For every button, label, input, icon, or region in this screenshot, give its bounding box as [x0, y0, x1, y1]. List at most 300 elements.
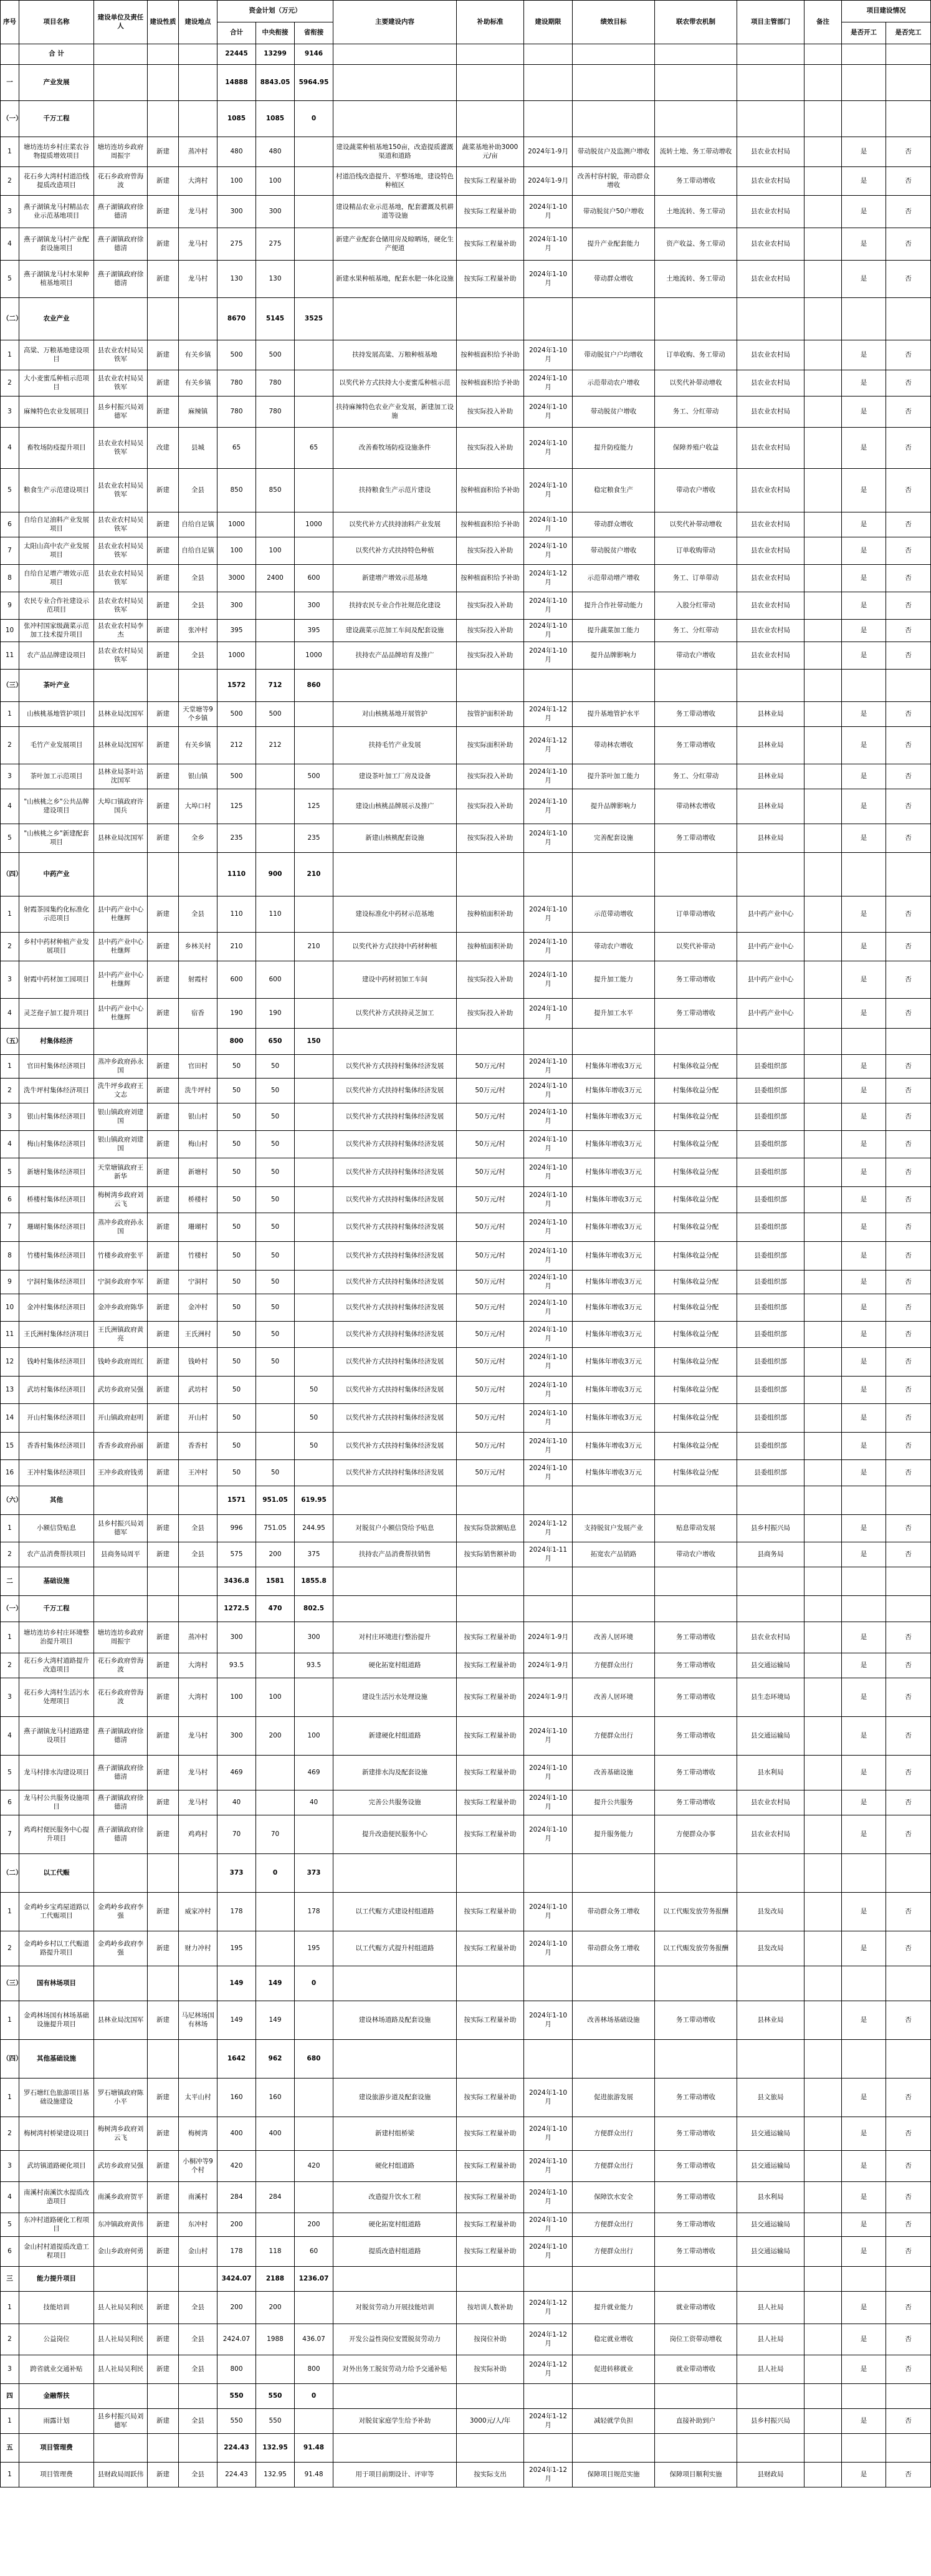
cell-fund-central	[256, 512, 295, 537]
cell-seq: 3	[1, 196, 19, 228]
cell-project-name: 其他	[19, 1486, 94, 1515]
cell-remark	[804, 1515, 842, 1542]
cell-remark	[804, 396, 842, 428]
cell-nature: 新建	[148, 1271, 179, 1294]
cell-period: 2024年1-9月	[524, 137, 573, 167]
cell-fund-total: 50	[217, 1271, 256, 1294]
cell-mechanism	[655, 65, 737, 101]
cell-remark	[804, 1931, 842, 1966]
cell-mechanism: 务工带动增收	[655, 2079, 737, 2117]
cell-fund-province	[295, 1187, 333, 1213]
cell-mechanism: 村集体收益分配	[655, 1055, 737, 1079]
cell-place: 官田村	[179, 1055, 217, 1079]
cell-period: 2024年1-10月	[524, 999, 573, 1029]
cell-remark	[804, 196, 842, 228]
cell-unit: 县农业农村局吴铁军	[94, 642, 148, 670]
cell-unit: 宁洞乡政府李军	[94, 1271, 148, 1294]
cell-content: 提质改造村组道路	[333, 2237, 457, 2267]
cell-fund-total: 1110	[217, 853, 256, 896]
cell-seq: 五	[1, 2434, 19, 2463]
cell-goal: 示范带动农户增收	[573, 370, 655, 396]
cell-fund-province	[295, 1348, 333, 1377]
cell-remark	[804, 1377, 842, 1404]
cell-nature: 新建	[148, 137, 179, 167]
table-row	[1, 2355, 931, 2384]
cell-started: 是	[842, 2151, 886, 2182]
cell-fund-total: 50	[217, 1348, 256, 1377]
cell-subsidy	[457, 298, 524, 340]
section-row	[1, 1966, 931, 2001]
cell-place: 全县	[179, 2292, 217, 2324]
cell-period	[524, 670, 573, 702]
cell-fund-central: 500	[256, 340, 295, 370]
cell-unit	[94, 65, 148, 101]
cell-remark	[804, 340, 842, 370]
cell-dept: 县农业农村局	[737, 137, 804, 167]
cell-started	[842, 101, 886, 137]
cell-started: 是	[842, 1404, 886, 1433]
cell-fund-total: 550	[217, 2384, 256, 2409]
cell-content: 新建村组桥梁	[333, 2117, 457, 2151]
cell-completed: 否	[886, 1404, 931, 1433]
cell-seq: （三）	[1, 1966, 19, 2001]
cell-nature: 新建	[148, 1515, 179, 1542]
cell-started: 是	[842, 1622, 886, 1653]
cell-remark	[804, 1567, 842, 1596]
cell-remark	[804, 65, 842, 101]
cell-remark	[804, 1404, 842, 1433]
cell-fund-province: 150	[295, 1029, 333, 1055]
cell-remark	[804, 261, 842, 298]
cell-period	[524, 1486, 573, 1515]
cell-period: 2024年1-10月	[524, 933, 573, 961]
cell-fund-central: 1581	[256, 1567, 295, 1596]
cell-period	[524, 2267, 573, 2292]
cell-started: 是	[842, 565, 886, 592]
cell-nature: 新建	[148, 727, 179, 764]
cell-goal: 村集体年增收3万元	[573, 1213, 655, 1242]
cell-fund-province: 40	[295, 1790, 333, 1815]
cell-fund-central: 300	[256, 196, 295, 228]
cell-fund-central: 275	[256, 228, 295, 261]
cell-unit: 燕子湖镇政府徐德清	[94, 228, 148, 261]
cell-fund-province	[295, 702, 333, 727]
table-row	[1, 340, 931, 370]
cell-dept: 县委组织部	[737, 1187, 804, 1213]
cell-fund-central: 2188	[256, 2267, 295, 2292]
col-header-remark: 备注	[804, 1, 842, 44]
cell-started	[842, 1029, 886, 1055]
cell-nature	[148, 2384, 179, 2409]
cell-project-name: 开山村集体经济项目	[19, 1404, 94, 1433]
cell-fund-central: 100	[256, 537, 295, 565]
cell-completed: 否	[886, 2355, 931, 2384]
cell-period: 2024年1-10月	[524, 1756, 573, 1790]
cell-subsidy: 按实际工程量补助	[457, 1622, 524, 1653]
cell-seq: 1	[1, 1055, 19, 1079]
cell-completed: 否	[886, 999, 931, 1029]
cell-completed	[886, 2384, 931, 2409]
cell-dept: 县农业农村局	[737, 196, 804, 228]
cell-period: 2024年1-10月	[524, 620, 573, 642]
cell-mechanism: 务工带动增收	[655, 1622, 737, 1653]
cell-period: 2024年1-10月	[524, 1460, 573, 1486]
cell-content	[333, 853, 457, 896]
cell-unit: 金鸡岭乡政府李强	[94, 1893, 148, 1931]
cell-remark	[804, 1790, 842, 1815]
cell-started: 是	[842, 1103, 886, 1131]
table-row	[1, 1294, 931, 1322]
cell-fund-central: 500	[256, 702, 295, 727]
cell-fund-central: 1085	[256, 101, 295, 137]
cell-fund-province: 195	[295, 1931, 333, 1966]
cell-place: 全县	[179, 1542, 217, 1567]
cell-subsidy: 按实际投入补助	[457, 592, 524, 620]
cell-completed: 否	[886, 1653, 931, 1678]
cell-remark	[804, 469, 842, 512]
cell-fund-province: 3525	[295, 298, 333, 340]
cell-seq: （六）	[1, 1486, 19, 1515]
cell-goal: 提升加工水平	[573, 999, 655, 1029]
cell-period: 2024年1-9月	[524, 167, 573, 196]
cell-seq: 10	[1, 1294, 19, 1322]
cell-dept: 县委组织部	[737, 1460, 804, 1486]
cell-fund-central: 780	[256, 396, 295, 428]
cell-subsidy: 按实际投入补助	[457, 824, 524, 853]
cell-subsidy: 50万元/村	[457, 1242, 524, 1271]
cell-fund-province: 65	[295, 428, 333, 469]
cell-remark	[804, 2267, 842, 2292]
cell-fund-total: 600	[217, 961, 256, 999]
cell-project-name: 罗石塘红色旅游项目基础设施建设	[19, 2079, 94, 2117]
cell-fund-total: 3000	[217, 565, 256, 592]
cell-period: 2024年1-10月	[524, 512, 573, 537]
cell-subsidy: 50万元/村	[457, 1460, 524, 1486]
cell-fund-total: 14888	[217, 65, 256, 101]
cell-unit: 天堂塘镇政府王新华	[94, 1158, 148, 1187]
cell-started: 是	[842, 2182, 886, 2213]
cell-subsidy: 按种植面积给予补助	[457, 370, 524, 396]
cell-mechanism	[655, 1567, 737, 1596]
col-header-fund-central: 中央衔接	[256, 22, 295, 44]
cell-place: 梅树湾	[179, 2117, 217, 2151]
cell-completed: 否	[886, 1348, 931, 1377]
cell-seq: 4	[1, 2182, 19, 2213]
cell-unit: 蒸冲乡政府孙永国	[94, 1213, 148, 1242]
cell-subsidy: 50万元/村	[457, 1433, 524, 1460]
cell-subsidy: 按种植面积给予补助	[457, 565, 524, 592]
cell-seq: 6	[1, 1187, 19, 1213]
cell-fund-province: 300	[295, 592, 333, 620]
cell-fund-total: 224.43	[217, 2434, 256, 2463]
cell-fund-province	[295, 2409, 333, 2434]
cell-fund-central: 0	[256, 1854, 295, 1893]
cell-started: 是	[842, 537, 886, 565]
cell-place: 全县	[179, 592, 217, 620]
cell-mechanism	[655, 1486, 737, 1515]
cell-started: 是	[842, 1790, 886, 1815]
cell-subsidy: 按岗位补助	[457, 2324, 524, 2355]
cell-nature: 新建	[148, 1131, 179, 1158]
cell-goal: 村集体年增收3万元	[573, 1271, 655, 1294]
cell-subsidy: 50万元/村	[457, 1103, 524, 1131]
cell-fund-total: 480	[217, 137, 256, 167]
cell-dept: 县农业农村局	[737, 340, 804, 370]
cell-fund-province	[295, 1158, 333, 1187]
cell-dept: 县文旅局	[737, 2079, 804, 2117]
cell-remark	[804, 1460, 842, 1486]
table-row	[1, 1542, 931, 1567]
cell-fund-central	[256, 642, 295, 670]
cell-place	[179, 2384, 217, 2409]
cell-seq: （四）	[1, 2040, 19, 2079]
cell-unit	[94, 1567, 148, 1596]
cell-period: 2024年1-10月	[524, 1322, 573, 1348]
cell-fund-central: 110	[256, 896, 295, 933]
cell-nature: 新建	[148, 1348, 179, 1377]
cell-remark	[804, 1622, 842, 1653]
cell-goal: 保障饮水安全	[573, 2182, 655, 2213]
cell-subsidy	[457, 2434, 524, 2463]
cell-started: 是	[842, 1158, 886, 1187]
cell-goal: 提升蔬菜加工能力	[573, 620, 655, 642]
grand-total-central: 13299	[256, 44, 295, 65]
cell-seq: 二	[1, 1567, 19, 1596]
cell-started: 是	[842, 727, 886, 764]
cell-dept: 县委组织部	[737, 1433, 804, 1460]
cell-fund-central: 550	[256, 2384, 295, 2409]
cell-place: 王冲村	[179, 1460, 217, 1486]
cell-subsidy: 50万元/村	[457, 1158, 524, 1187]
cell-content: 扶持农民专业合作社规范化建设	[333, 592, 457, 620]
cell-completed: 否	[886, 1377, 931, 1404]
cell-project-name: 洗牛坪村集体经济项目	[19, 1079, 94, 1103]
cell-completed: 否	[886, 1055, 931, 1079]
cell-seq: 2	[1, 1653, 19, 1678]
cell-remark	[804, 2324, 842, 2355]
cell-content: 以奖代补方式扶持村集体经济发展	[333, 1322, 457, 1348]
table-row	[1, 565, 931, 592]
cell-content: 对外出务工脱贫劳动力给予交通补贴	[333, 2355, 457, 2384]
cell-goal: 改善村容村貌，带动群众增收	[573, 167, 655, 196]
cell-period	[524, 2040, 573, 2079]
cell-content: 村道沿线改造提升、平整场地，建设特色种植区	[333, 167, 457, 196]
cell-mechanism	[655, 2384, 737, 2409]
cell-remark	[804, 1131, 842, 1158]
cell-project-name: 金鸡岭乡村以工代赈道路提升项目	[19, 1931, 94, 1966]
cell-started: 是	[842, 933, 886, 961]
table-row	[1, 1815, 931, 1854]
cell-completed: 否	[886, 469, 931, 512]
cell-goal: 改善人居环境	[573, 1622, 655, 1653]
table-row	[1, 2324, 931, 2355]
cell-subsidy	[457, 1596, 524, 1622]
cell-completed	[886, 1596, 931, 1622]
cell-started: 是	[842, 896, 886, 933]
cell-started: 是	[842, 396, 886, 428]
cell-fund-province	[295, 1079, 333, 1103]
cell-fund-total: 1000	[217, 642, 256, 670]
cell-subsidy: 50万元/村	[457, 1294, 524, 1322]
table-row	[1, 537, 931, 565]
cell-dept: 县人社局	[737, 2292, 804, 2324]
cell-dept: 县委组织部	[737, 1213, 804, 1242]
cell-period: 2024年1-12月	[524, 2409, 573, 2434]
cell-fund-total: 235	[217, 824, 256, 853]
cell-seq: 5	[1, 1756, 19, 1790]
cell-seq: 2	[1, 1542, 19, 1567]
cell-fund-total: 400	[217, 2117, 256, 2151]
cell-goal	[573, 853, 655, 896]
cell-content: 对脱贫劳动力开展技能培训	[333, 2292, 457, 2324]
cell-fund-total: 1642	[217, 2040, 256, 2079]
cell-dept: 县农业农村局	[737, 642, 804, 670]
cell-fund-province	[295, 1460, 333, 1486]
cell-dept: 县水利局	[737, 1756, 804, 1790]
cell-fund-central: 50	[256, 1271, 295, 1294]
cell-completed: 否	[886, 1815, 931, 1854]
cell-seq: 3	[1, 1678, 19, 1717]
cell-seq: 4	[1, 999, 19, 1029]
cell-place: 洗牛坪村	[179, 1079, 217, 1103]
cell-fund-central	[256, 428, 295, 469]
cell-seq: 2	[1, 2324, 19, 2355]
cell-goal: 改善人居环境	[573, 1678, 655, 1717]
cell-mechanism: 保障养殖户收益	[655, 428, 737, 469]
cell-nature	[148, 670, 179, 702]
cell-project-name: 钱岭村集体经济项目	[19, 1348, 94, 1377]
cell-completed: 否	[886, 592, 931, 620]
cell-remark	[804, 789, 842, 824]
cell-place: 自给自足镇	[179, 537, 217, 565]
cell-period: 2024年1-10月	[524, 1931, 573, 1966]
cell-mechanism: 务工带动增收	[655, 2001, 737, 2040]
cell-mechanism: 订单收购、务工带动	[655, 340, 737, 370]
section-row	[1, 1596, 931, 1622]
cell-dept: 县委组织部	[737, 1242, 804, 1271]
cell-goal: 提升防疫能力	[573, 428, 655, 469]
cell-fund-province	[295, 340, 333, 370]
cell-mechanism: 务工带动增收	[655, 1653, 737, 1678]
cell-completed	[886, 853, 931, 896]
cell-started	[842, 1567, 886, 1596]
cell-started	[842, 1966, 886, 2001]
cell-project-name: 高粱、万粮基地建设项目	[19, 340, 94, 370]
cell-fund-province	[295, 370, 333, 396]
table-row	[1, 2213, 931, 2237]
cell-seq: 15	[1, 1433, 19, 1460]
cell-subsidy: 按实际工程量补助	[457, 261, 524, 298]
cell-completed: 否	[886, 961, 931, 999]
cell-place: 南溪村	[179, 2182, 217, 2213]
cell-fund-total: 130	[217, 261, 256, 298]
cell-place	[179, 2434, 217, 2463]
cell-seq: 1	[1, 1622, 19, 1653]
cell-place: 龙马村	[179, 1756, 217, 1790]
cell-subsidy: 50万元/村	[457, 1187, 524, 1213]
cell-fund-total: 996	[217, 1515, 256, 1542]
cell-fund-total: 3436.8	[217, 1567, 256, 1596]
cell-project-name: 塘坊连坊乡村庄菜农谷物提质增效项目	[19, 137, 94, 167]
cell-fund-province: 860	[295, 670, 333, 702]
cell-nature: 新建	[148, 1460, 179, 1486]
cell-place: 自给自足镇	[179, 512, 217, 537]
cell-fund-central: 550	[256, 2409, 295, 2434]
cell-subsidy	[457, 670, 524, 702]
cell-remark	[804, 896, 842, 933]
cell-fund-province: 91.48	[295, 2463, 333, 2487]
cell-goal: 示范带动增产增收	[573, 565, 655, 592]
cell-unit: 梅树湾乡政府刘云飞	[94, 2117, 148, 2151]
cell-started	[842, 298, 886, 340]
cell-nature	[148, 1029, 179, 1055]
cell-period: 2024年1-12月	[524, 2463, 573, 2487]
cell-seq: （四）	[1, 853, 19, 896]
cell-nature: 新建	[148, 1931, 179, 1966]
cell-fund-province	[295, 1271, 333, 1294]
cell-project-name: 公益岗位	[19, 2324, 94, 2355]
cell-nature: 新建	[148, 592, 179, 620]
cell-goal: 促进旅游发展	[573, 2079, 655, 2117]
cell-started: 是	[842, 592, 886, 620]
cell-period: 2024年1-10月	[524, 1815, 573, 1854]
cell-fund-central	[256, 2355, 295, 2384]
cell-fund-total: 40	[217, 1790, 256, 1815]
cell-fund-province: 5964.95	[295, 65, 333, 101]
cell-project-name: 王氏洲村集体经济项目	[19, 1322, 94, 1348]
cell-content: 以奖代补方式扶持村集体经济发展	[333, 1187, 457, 1213]
cell-subsidy: 按实际工程量补助	[457, 1717, 524, 1756]
cell-started	[842, 2040, 886, 2079]
cell-fund-central: 50	[256, 1213, 295, 1242]
cell-nature: 新建	[148, 228, 179, 261]
cell-period: 2024年1-12月	[524, 2355, 573, 2384]
cell-period: 2024年1-10月	[524, 764, 573, 789]
cell-content: 以工代赈方式建设村组道路	[333, 1893, 457, 1931]
cell-dept	[737, 2384, 804, 2409]
cell-goal: 带动群众增收	[573, 261, 655, 298]
cell-fund-province	[295, 1213, 333, 1242]
cell-goal: 带动群众务工增收	[573, 1893, 655, 1931]
cell-subsidy: 按实际投入补助	[457, 999, 524, 1029]
table-row	[1, 1931, 931, 1966]
cell-project-name: 香香村集体经济项目	[19, 1433, 94, 1460]
cell-nature: 新建	[148, 1815, 179, 1854]
cell-mechanism: 订单带动增收	[655, 896, 737, 933]
cell-fund-central	[256, 1893, 295, 1931]
cell-fund-province	[295, 228, 333, 261]
table-row	[1, 370, 931, 396]
cell-mechanism: 保障项目顺利实施	[655, 2463, 737, 2487]
cell-subsidy: 50万元/村	[457, 1271, 524, 1294]
cell-remark	[804, 370, 842, 396]
cell-seq: 8	[1, 565, 19, 592]
cell-seq: （一）	[1, 101, 19, 137]
cell-subsidy: 按实际工程量补助	[457, 2151, 524, 2182]
cell-subsidy	[457, 1486, 524, 1515]
table-row	[1, 896, 931, 933]
cell-fund-province	[295, 999, 333, 1029]
cell-fund-central: 850	[256, 469, 295, 512]
cell-subsidy: 按实际工程量补助	[457, 167, 524, 196]
cell-fund-province: 619.95	[295, 1486, 333, 1515]
cell-fund-total: 420	[217, 2151, 256, 2182]
cell-content: 以奖代补方式扶持村集体经济发展	[333, 1348, 457, 1377]
cell-completed: 否	[886, 1242, 931, 1271]
cell-fund-central: 100	[256, 1678, 295, 1717]
cell-subsidy	[457, 1567, 524, 1596]
cell-nature: 新建	[148, 1790, 179, 1815]
